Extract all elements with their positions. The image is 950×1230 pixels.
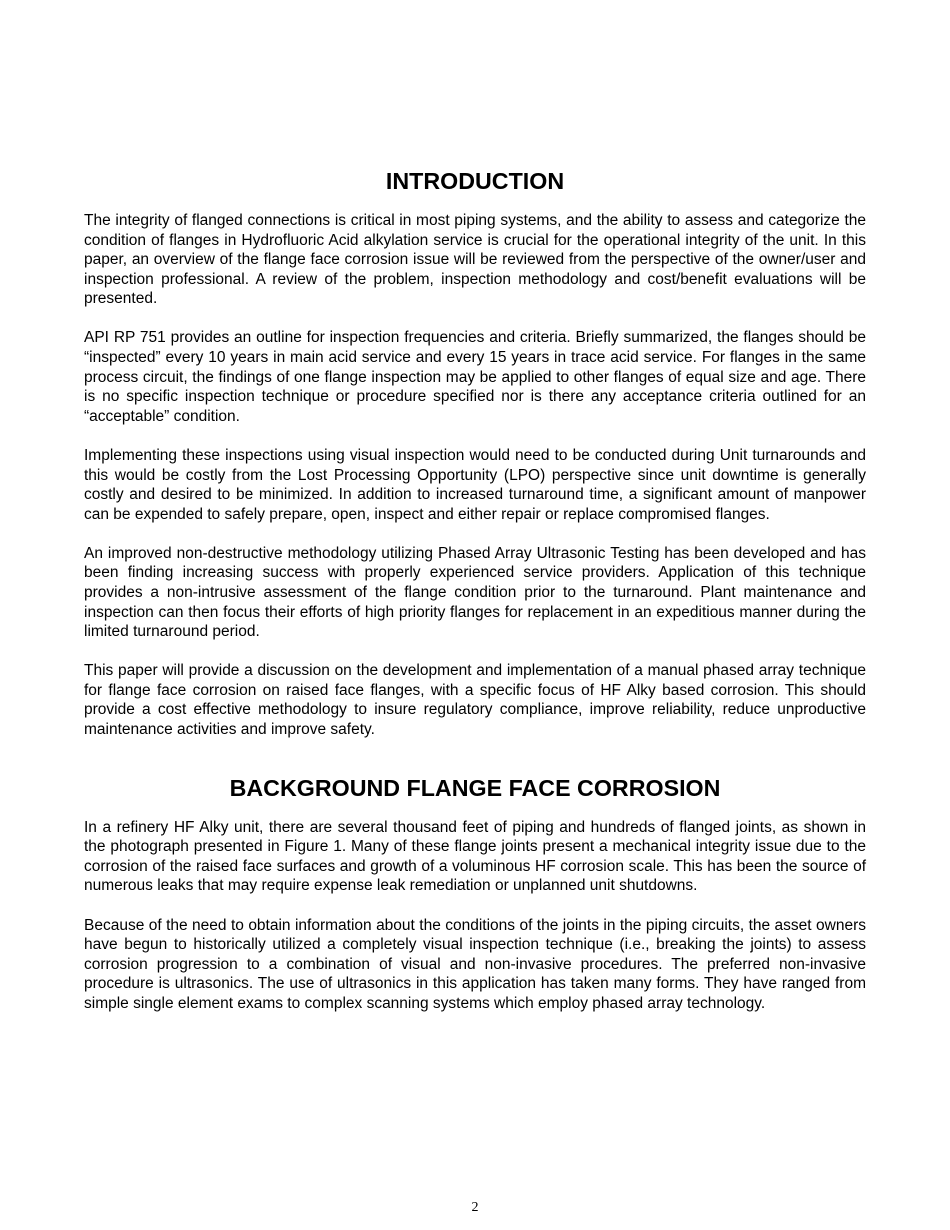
introduction-heading: INTRODUCTION	[385, 168, 565, 194]
introduction-paragraph-5: This paper will provide a discussion on the development and implementation of a manual phased array technique for flange face corrosion on raised face flanges, with a specific focus of HF Alky based corrosion. This should provide a cost effective methodology to insure regulatory compliance, improve reliability, reduce unproductive maintenance activities and improve safety.	[84, 662, 866, 739]
introduction-paragraph-3: Implementing these inspections using visual inspection would need to be conducted during Unit turnarounds and this would be costly from the Lost Processing Opportunity (LPO) perspective since unit downtime is generally costly and desired to be minimized. In addition to increased turnaround time, a significant amount of manpower can be expended to safely prepare, open, inspect and either repair or replace compromised flanges.	[84, 446, 866, 523]
background-paragraph-2: Because of the need to obtain information about the conditions of the joints in the piping circuits, the asset owners have begun to historically utilized a completely visual inspection technique (i.e., breaking the joints) to assess corrosion progression to a combination of visual and non-invasive procedures. The preferred non-invasive procedure is ultrasonics. The use of ultrasonics in this application has taken many forms. They have ranged from simple single element exams to complex scanning systems which employ phased array technology.	[84, 916, 866, 1012]
background-paragraph-1: In a refinery HF Alky unit, there are several thousand feet of piping and hundreds of flanged joints, as shown in the photograph presented in Figure 1. Many of these flange joints present a mechanical integrity issue due to the corrosion of the raised face surfaces and growth of a voluminous HF corrosion scale. This has been the source of numerous leaks that may require expense leak remediation or unplanned unit shutdowns.	[84, 818, 866, 895]
introduction-paragraph-1: The integrity of flanged connections is critical in most piping systems, and the ability to assess and categorize the condition of flanges in Hydrofluoric Acid alkylation service is crucial for the operational integrity of the unit. In this paper, an overview of the flange face corrosion issue will be reviewed from the perspective of the owner/user and inspection professional. A review of the problem, inspection methodology and cost/benefit evaluations will be presented.	[84, 212, 866, 308]
introduction-paragraph-4: An improved non-destructive methodology utilizing Phased Array Ultrasonic Testing has been developed and has been finding increasing success with properly experienced service providers. Application of this technique provides a non-intrusive assessment of the flange condition prior to the turnaround. Plant maintenance and inspection can then focus their efforts of high priority flanges for replacement in an expeditious manner during the limited turnaround period.	[84, 544, 866, 641]
background-heading: BACKGROUND FLANGE FACE CORROSION	[229, 774, 721, 801]
introduction-paragraph-2: API RP 751 provides an outline for inspection frequencies and criteria. Briefly summarized, the flanges should be “inspected” every 10 years in main acid service and every 15 years in trace acid service. For flanges in the same process circuit, the findings of one flange inspection may be applied to other flanges of equal size and age. There is no specific inspection technique or procedure specified nor is there any acceptance criteria outlined for an “acceptable” condition.	[84, 329, 866, 425]
page-number: 2	[471, 1200, 479, 1215]
document-body	[84, 168, 866, 1033]
